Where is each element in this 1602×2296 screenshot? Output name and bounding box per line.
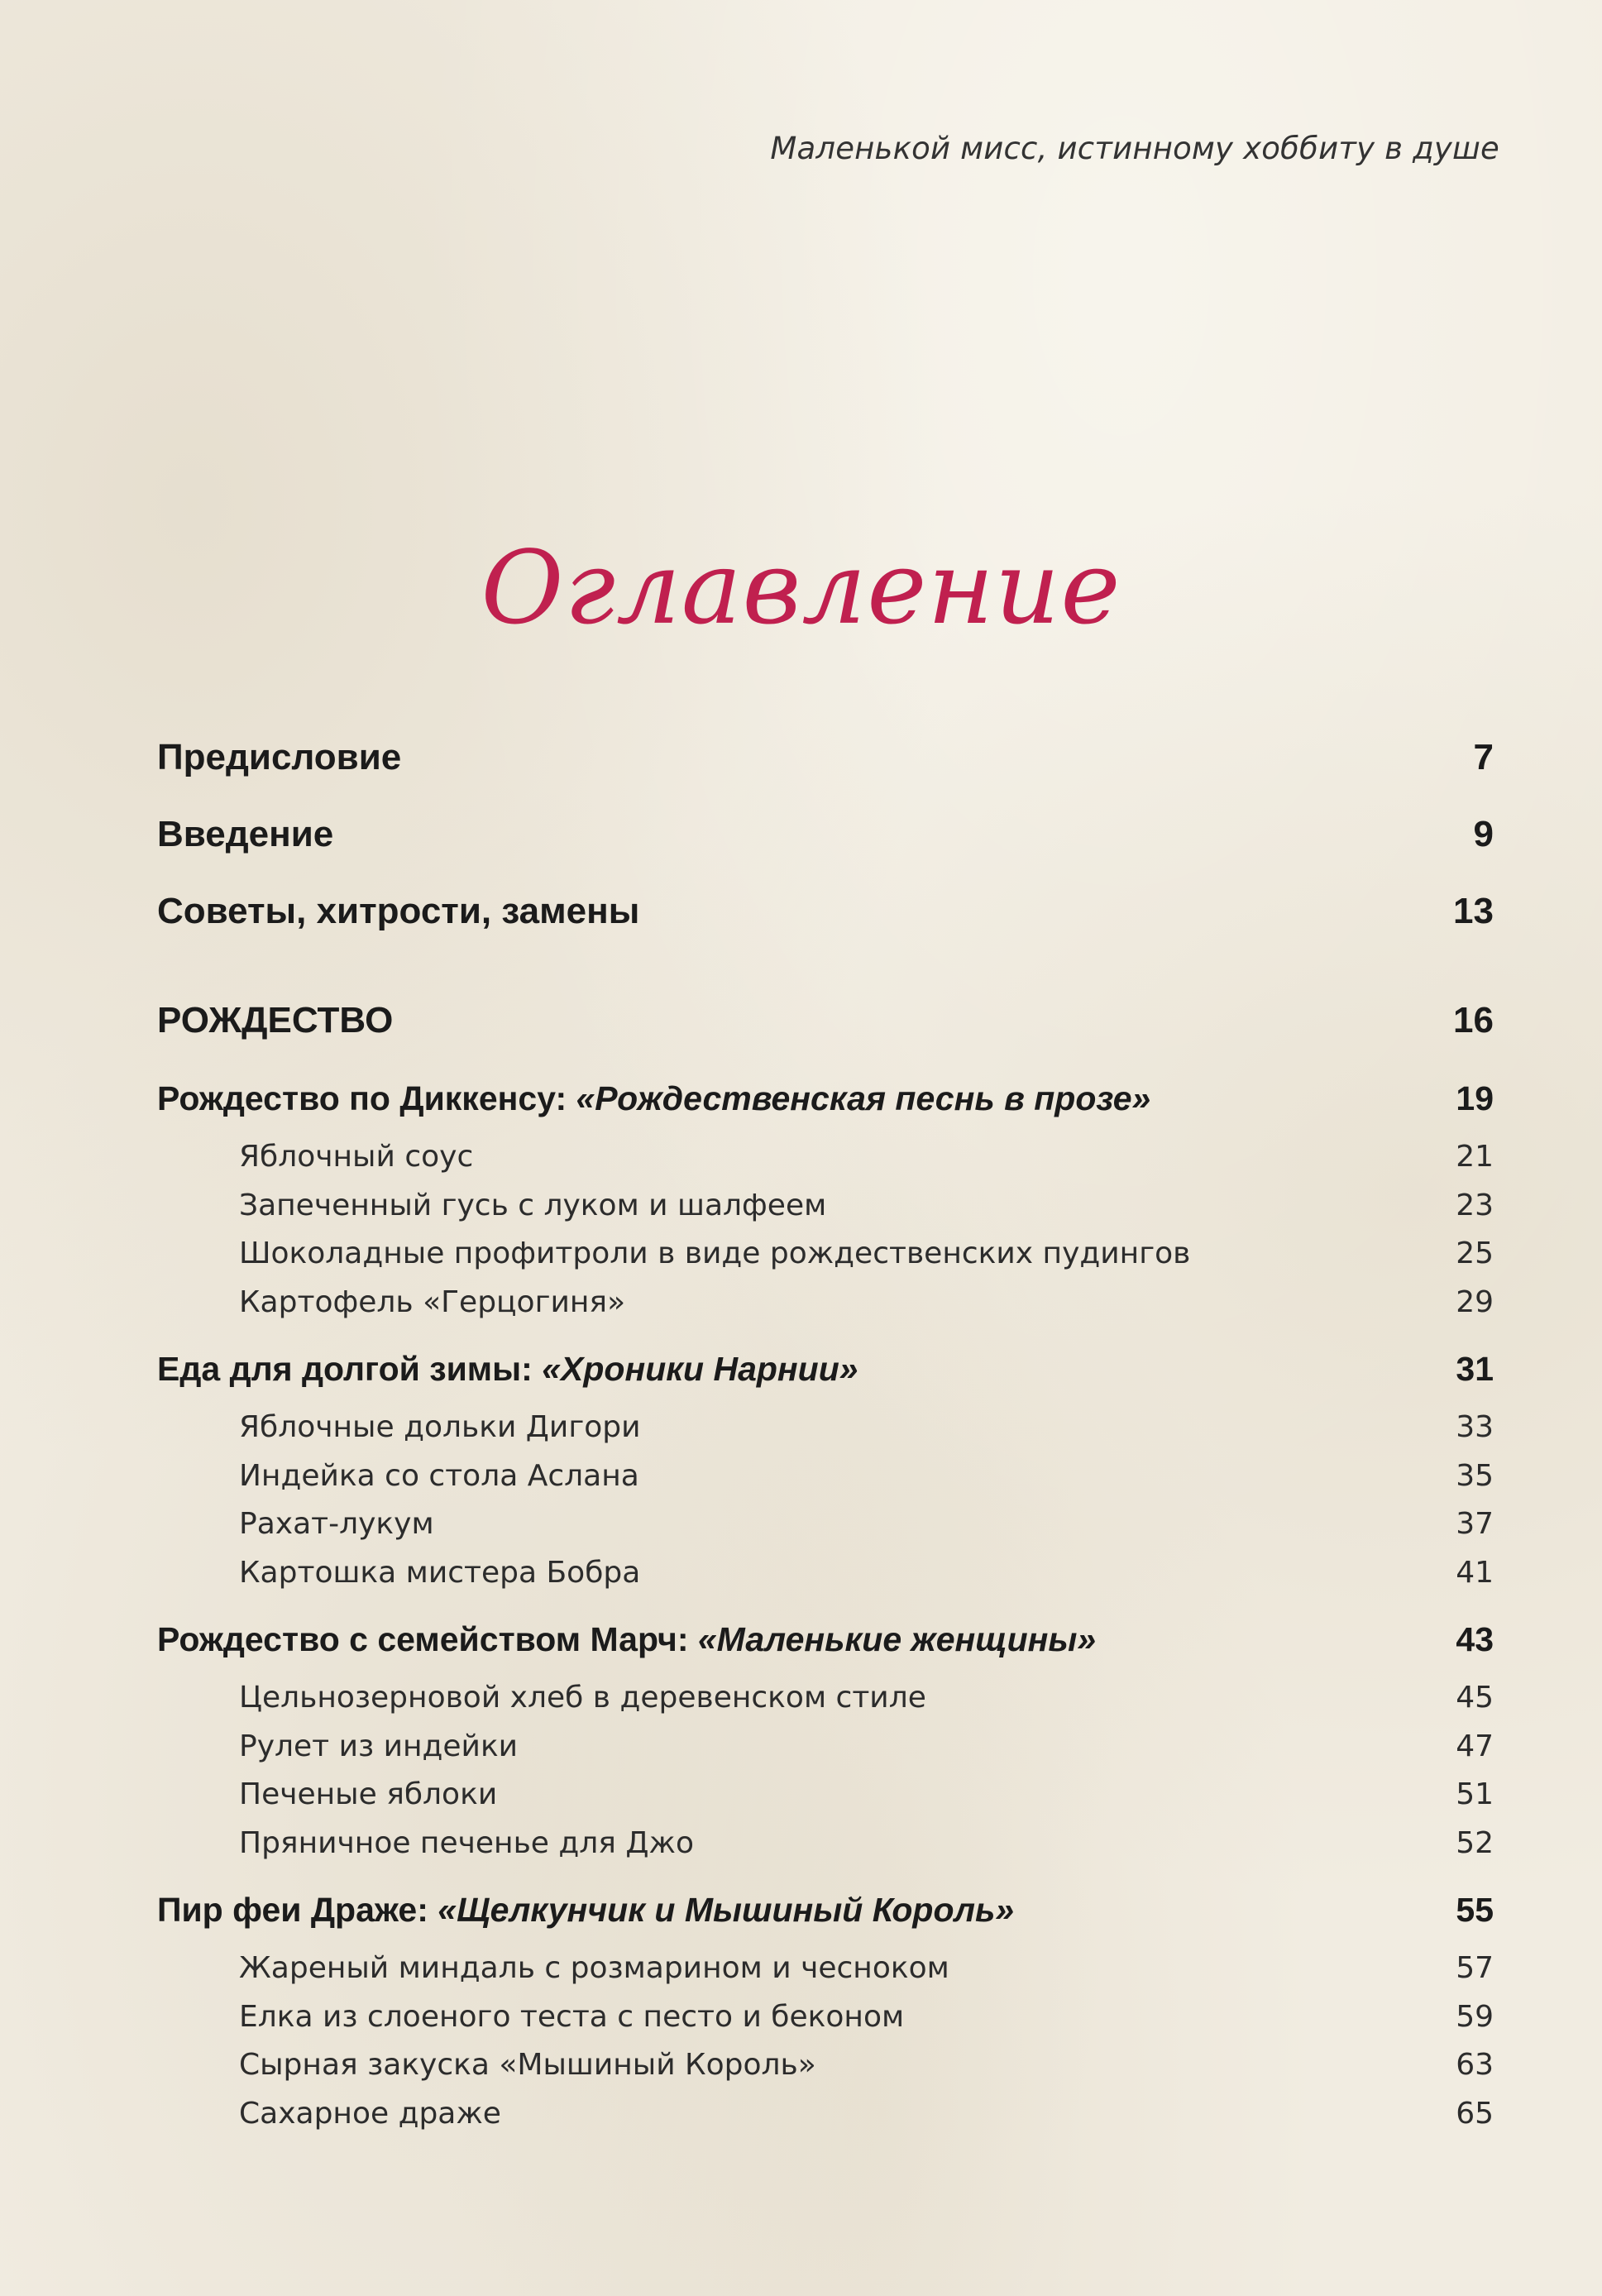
- table-of-contents: [157, 733, 1494, 2159]
- recipe-label: Запеченный гусь с луком и шалфеем: [239, 1188, 827, 1222]
- toc-recipe-entry[interactable]: [157, 1677, 1494, 1726]
- toc-chapter-heading[interactable]: [157, 1618, 1494, 1677]
- toc-chapter-page: 19: [1456, 1079, 1494, 1117]
- dedication: Маленькой мисс, истинному хоббиту в душе: [770, 131, 1499, 166]
- recipe-label: Цельнозерновой хлеб в деревенском стиле: [239, 1681, 926, 1715]
- recipe-page: 37: [1456, 1507, 1494, 1541]
- toc-chapter-nutcracker: [157, 1888, 1494, 2141]
- toc-chapter-page: 55: [1456, 1891, 1494, 1929]
- toc-recipe-entry[interactable]: [157, 1136, 1494, 1185]
- toc-section-christmas[interactable]: [157, 996, 1494, 1077]
- toc-recipe-entry[interactable]: [157, 1774, 1494, 1823]
- toc-entry-page: 13: [1453, 891, 1494, 931]
- toc-chapter-page: 31: [1456, 1350, 1494, 1388]
- toc-entry-tips[interactable]: [157, 887, 1494, 996]
- recipe-page: 45: [1456, 1681, 1494, 1715]
- chapter-book-title: «Маленькие женщины»: [697, 1620, 1097, 1658]
- toc-chapter-title: [157, 1888, 1014, 1931]
- toc-chapter-title: [157, 1618, 1096, 1661]
- toc-chapter-title: [157, 1347, 858, 1390]
- recipe-label: Сырная закуска «Мышиный Король»: [239, 2048, 816, 2082]
- recipe-label: Яблочные дольки Дигори: [239, 1410, 641, 1444]
- toc-chapter-narnia: [157, 1347, 1494, 1600]
- recipe-page: 59: [1456, 1999, 1494, 2034]
- toc-entry-page: 9: [1473, 814, 1494, 854]
- toc-recipe-entry[interactable]: [157, 1552, 1494, 1601]
- recipe-page: 51: [1456, 1777, 1494, 1811]
- toc-recipe-entry[interactable]: [157, 1282, 1494, 1331]
- recipe-page: 47: [1456, 1729, 1494, 1763]
- toc-chapter-page: 43: [1456, 1620, 1494, 1658]
- recipe-page: 35: [1456, 1458, 1494, 1493]
- recipe-page: 23: [1456, 1188, 1494, 1222]
- toc-entry-label: Введение: [157, 814, 334, 854]
- chapter-book-title: «Хроники Нарнии»: [542, 1350, 858, 1388]
- recipe-label: Рахат-лукум: [239, 1507, 434, 1541]
- toc-recipe-entry[interactable]: [157, 1823, 1494, 1872]
- recipe-label: Картошка мистера Бобра: [239, 1555, 641, 1590]
- toc-chapter-heading[interactable]: [157, 1347, 1494, 1407]
- recipe-label: Елка из слоеного теста с песто и беконом: [239, 1999, 905, 2034]
- toc-entry-preface[interactable]: [157, 733, 1494, 810]
- chapter-prefix: Рождество по Диккенсу:: [157, 1079, 576, 1117]
- chapter-book-title: «Щелкунчик и Мышиный Король»: [438, 1891, 1015, 1929]
- toc-recipe-entry[interactable]: [157, 1407, 1494, 1456]
- recipe-label: Печеные яблоки: [239, 1777, 498, 1811]
- chapter-prefix: Рождество с семейством Марч:: [157, 1620, 698, 1658]
- chapter-prefix: Пир феи Драже:: [157, 1891, 438, 1929]
- toc-entry-label: Предисловие: [157, 737, 402, 777]
- toc-entry-label: Советы, хитрости, замены: [157, 891, 640, 931]
- chapter-prefix: Еда для долгой зимы:: [157, 1350, 543, 1388]
- recipe-label: Пряничное печенье для Джо: [239, 1825, 694, 1860]
- toc-chapter-dickens: [157, 1077, 1494, 1330]
- recipe-page: 25: [1456, 1236, 1494, 1270]
- toc-entry-page: 7: [1473, 737, 1494, 777]
- toc-section-label: РОЖДЕСТВО: [157, 1000, 394, 1040]
- toc-recipe-entry[interactable]: [157, 1997, 1494, 2045]
- toc-recipe-entry[interactable]: [157, 1456, 1494, 1504]
- toc-recipe-entry[interactable]: [157, 1948, 1494, 1997]
- recipe-label: Шоколадные профитроли в виде рождественских пудингов: [239, 1236, 1191, 1270]
- recipe-label: Яблочный соус: [239, 1140, 474, 1174]
- toc-chapter-little-women: [157, 1618, 1494, 1871]
- recipe-label: Сахарное драже: [239, 2096, 501, 2131]
- toc-recipe-entry[interactable]: [157, 1233, 1494, 1282]
- toc-recipe-entry[interactable]: [157, 2093, 1494, 2142]
- toc-chapter-title: [157, 1077, 1150, 1120]
- chapter-book-title: «Рождественская песнь в прозе»: [576, 1079, 1151, 1117]
- recipe-label: Жареный миндаль с розмарином и чесноком: [239, 1951, 949, 1985]
- recipe-label: Рулет из индейки: [239, 1729, 519, 1763]
- toc-section-page: 16: [1453, 1000, 1494, 1040]
- toc-recipe-entry[interactable]: [157, 1185, 1494, 1234]
- recipe-page: 65: [1456, 2096, 1494, 2131]
- recipe-page: 52: [1456, 1825, 1494, 1860]
- recipe-label: Индейка со стола Аслана: [239, 1458, 639, 1493]
- page-title: Оглавление: [481, 529, 1121, 647]
- recipe-page: 33: [1456, 1410, 1494, 1444]
- recipe-page: 41: [1456, 1555, 1494, 1590]
- recipe-page: 29: [1456, 1284, 1494, 1319]
- toc-chapter-heading[interactable]: [157, 1077, 1494, 1136]
- toc-recipe-entry[interactable]: [157, 1726, 1494, 1775]
- recipe-page: 63: [1456, 2048, 1494, 2082]
- toc-entry-introduction[interactable]: [157, 810, 1494, 887]
- toc-chapter-heading[interactable]: [157, 1888, 1494, 1948]
- toc-recipe-entry[interactable]: [157, 2045, 1494, 2093]
- recipe-page: 57: [1456, 1951, 1494, 1985]
- recipe-label: Картофель «Герцогиня»: [239, 1284, 626, 1319]
- toc-recipe-entry[interactable]: [157, 1504, 1494, 1552]
- recipe-page: 21: [1456, 1140, 1494, 1174]
